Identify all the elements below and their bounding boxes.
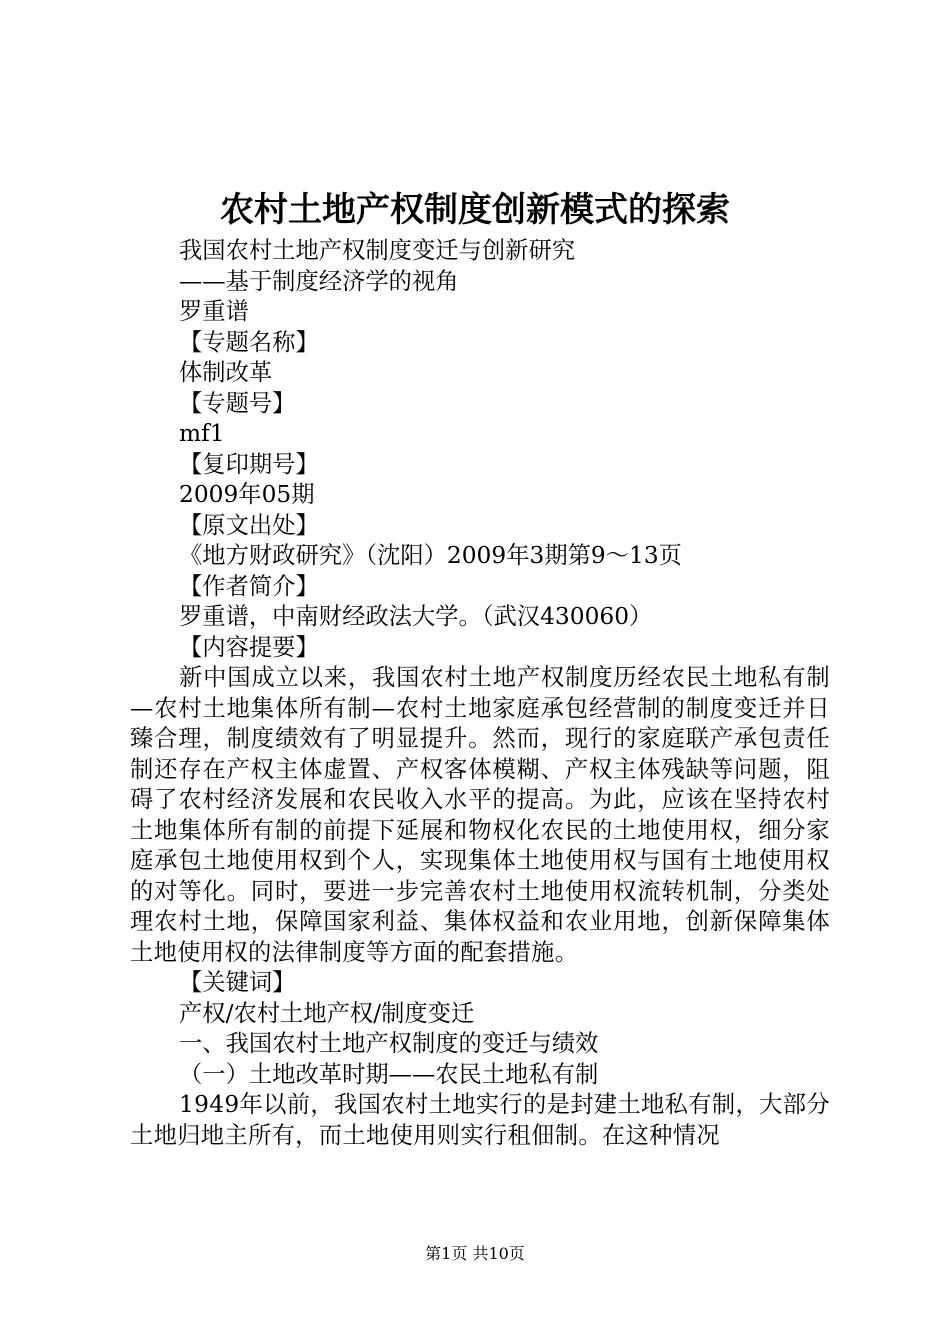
section-heading: 一、我国农村土地产权制度的变迁与绩效 [179,1030,599,1057]
document-body [130,236,830,1151]
article-subtitle: ——基于制度经济学的视角 [179,267,459,295]
document-title: 农村土地产权制度创新模式的探索 [220,190,730,230]
abstract-label: 【内容提要】 [179,633,319,661]
topic-name-label: 【专题名称】 [179,328,319,356]
article-title: 我国农村土地产权制度变迁与创新研究 [179,237,576,264]
topic-name: 体制改革 [179,359,273,386]
subsection-heading: （一）土地改革时期——农民土地私有制 [179,1060,599,1088]
issue-label: 【复印期号】 [179,450,319,478]
author-intro: 罗重谱，中南财经政法大学。（武汉430060） [179,603,653,630]
body-paragraph: 1949年以前，我国农村土地实行的是封建土地私有制，大部分土地归地主所有，而土地使用则实行租佃制。在这种情况 [130,1091,830,1149]
keywords: 产权/农村土地产权/制度变迁 [179,999,475,1027]
keywords-label: 【关键词】 [179,969,296,996]
source-value: 《地方财政研究》（沈阳）2009年3期第9～13页 [179,542,682,569]
issue-value: 2009年05期 [179,481,315,508]
page-footer: 第1页 共10页 [425,1244,525,1263]
author-intro-label: 【作者简介】 [179,572,319,600]
author-name: 罗重谱 [179,298,249,325]
source-label: 【原文出处】 [179,511,319,539]
abstract-paragraph: 新中国成立以来，我国农村土地产权制度历经农民土地私有制—农村土地集体所有制—农村土地家庭承包经营制的制度变迁并日臻合理，制度绩效有了明显提升。然而，现行的家庭联产承包责任制还存在产权主体虚置、产权客体模糊、产权主体残缺等问题，阻碍了农村经济发展和农民收入水平的提高。为此，应该在坚持农村土地集体所有制的前提下延展和物权化农民的土地使用权，细分家庭承包土地使用权到个人，实现集体土地使用权与国有土地使用权的对等化。同时，要进一步完善农村土地使用权流转机制，分类处理农村土地，保障国家利益、集体权益和农业用地，创新保障集体土地使用权的法律制度等方面的配套措施。 [130,664,830,966]
topic-number-label: 【专题号】 [179,389,296,417]
topic-number: mf1 [179,420,225,447]
